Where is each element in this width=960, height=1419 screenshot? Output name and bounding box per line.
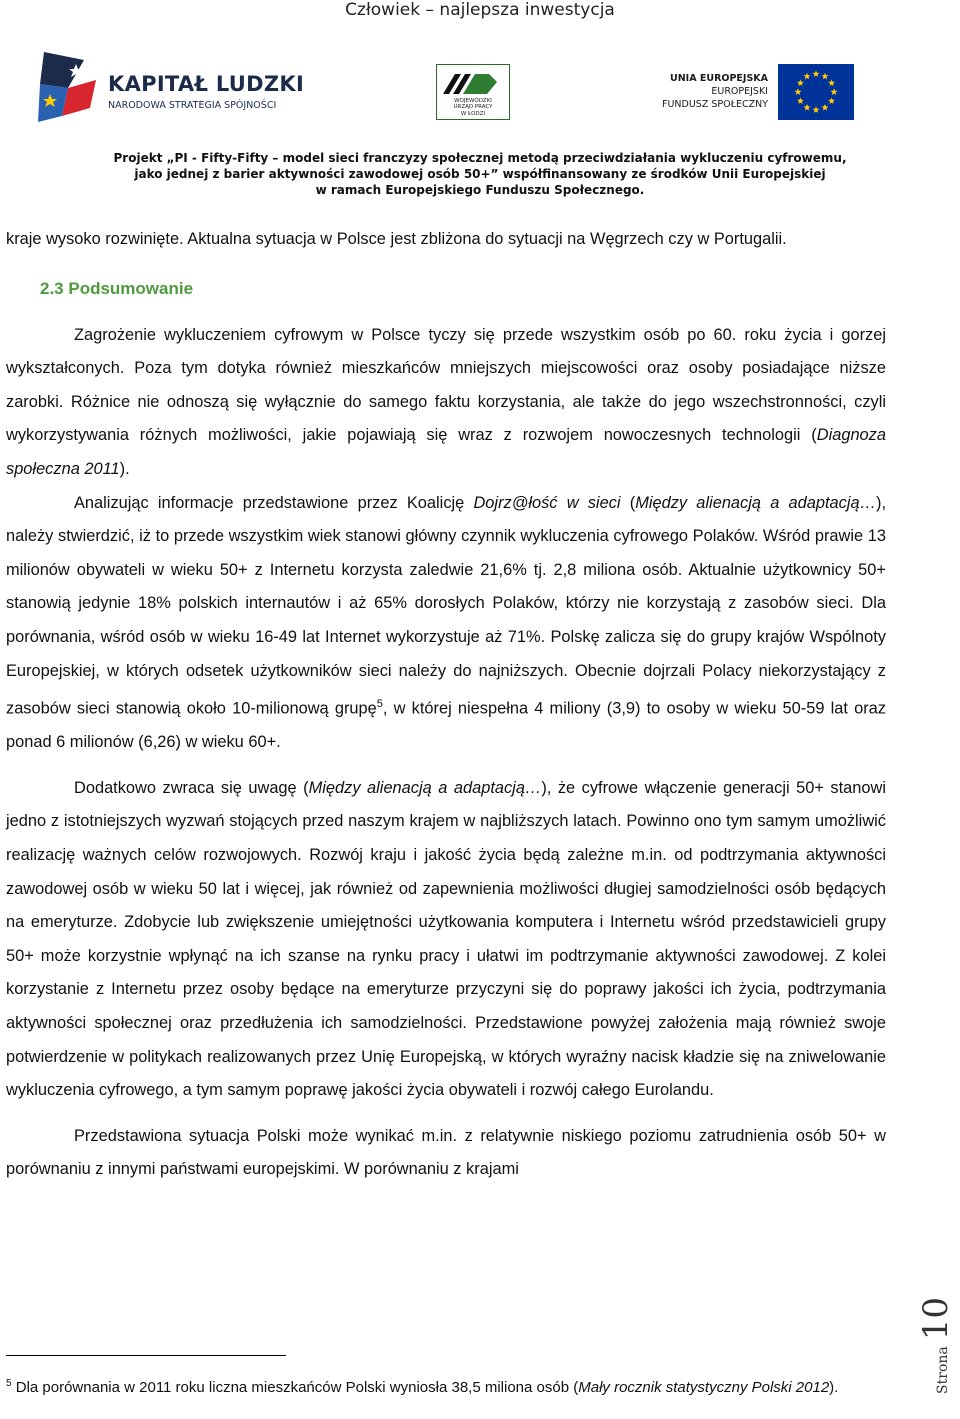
wup-line-2: URZĄD PRACY [453, 104, 493, 110]
p1-citation: Diagnoza społeczna 2011 [6, 426, 886, 478]
kapital-ludzki-subtitle: NARODOWA STRATEGIA SPÓJNOŚCI [108, 100, 277, 111]
eu-logo [660, 64, 856, 120]
p3-text-c: ), że cyfrowe włączenie generacji 50+ stanowi jedno z istotniejszych wyzwań stojących przed naszym krajem w najbliższych latach. Powinno ono tym samym umożliwić realizację ważnych celów rozwojowych. Rozwój kraju i jakość życia będą zależne m.in. od podtrzymania aktywności zawodowej osób w wieku 50 lat i więcej, jak również od zapewnienia możliwości długiej samodzielności osób będących na emeryturze. Zdobycie lub zwiększenie umiejętności użytkowania komputera i Internetu wśród przedstawicieli grupy 50+ może korzystnie wpłynąć na ich szanse na rynku pracy i ułatwi im podtrzymanie aktywności zawodowej. Z kolei korzystanie z Internetu przez osoby będące na emeryturze przyczyni się do poprawy jakości ich życia, podtrzymania aktywności społecznej oraz przedłużenia ich samodzielności. Przedstawione powyżej założenia mają również swoje potwierdzenie w politykach realizowanych przez Unię Europejską, w których wyraźny nacisk kładzie się na zniwelowanie wykluczenia cyfrowego, a tym samym poprawę jakości życia obywateli i rozwój całego Eurolandu. [6, 778, 886, 1100]
main-content [6, 223, 886, 1187]
eu-star-icon [822, 73, 829, 80]
p2-text-a: Analizując informacje przedstawione przez Koalicję [74, 493, 474, 512]
page-number: 10 [916, 1297, 956, 1341]
wup-arrows-icon [437, 68, 509, 98]
footnote-divider [6, 1355, 286, 1356]
eu-star-icon [797, 79, 804, 86]
eu-star-icon [804, 104, 811, 111]
p2-text-f: , w której niespełna 4 miliony (3,9) to osoby w wieku 50-59 lat oraz ponad 6 milionów (6,26) w wieku 60+. [6, 699, 886, 752]
wup-line-1: WOJEWÓDZKI [454, 97, 492, 104]
footnote-text-c: ). [829, 1379, 839, 1396]
eu-star-icon [804, 73, 811, 80]
p1-end: ). [119, 459, 130, 478]
eu-star-icon [822, 104, 829, 111]
wup-lodz-logo [436, 64, 510, 120]
eu-star-icon [828, 79, 835, 86]
p2-text-c: ( [620, 493, 636, 512]
paragraph-4: Przedstawiona sytuacja Polski może wynikać m.in. z relatywnie niskiego poziomu zatrudnienia osób 50+ w porównaniu z innymi państwami europejskimi. W porównaniu z krajami [6, 1126, 886, 1179]
footnote-number: 5 [6, 1378, 12, 1389]
p1-text: Zagrożenie wykluczeniem cyfrowym w Polsce tyczy się przede wszystkim osób po 60. roku życia i gorzej wykształconych. Poza tym dotyka również mieszkańców mniejszych miejscowości oraz osoby posiadające niższe zarobki. Różnice nie odnoszą się wyłącznie do samego faktu korzystania, ale także do jego wszechstronności, czyli wykorzystywania różnych możliwości, jakie pojawiają się wraz z rozwojem nowoczesnych technologii ( [6, 325, 886, 445]
eu-star-icon [797, 97, 804, 104]
footnote-text-a: Dla porównania w 2011 roku liczna mieszkańców Polski wyniosła 38,5 miliona osób ( [11, 1379, 579, 1396]
eu-line-1: UNIA EUROPEJSKA [670, 73, 768, 84]
eu-star-icon [828, 97, 835, 104]
header-slogan: Człowiek – najlepsza inwestycja [345, 0, 615, 20]
eu-star-icon [813, 106, 820, 113]
project-description [60, 150, 900, 198]
kapital-ludzki-title: KAPITAŁ LUDZKI [108, 72, 305, 96]
paragraph-2 [6, 487, 886, 760]
kapital-ludzki-emblem-icon [38, 50, 100, 128]
section-heading: 2.3 Podsumowanie [40, 278, 194, 298]
footnote-source: Mały rocznik statystyczny Polski 2012 [578, 1379, 830, 1396]
kapital-ludzki-logo [38, 50, 305, 130]
wup-line-3: W ŁODZI [460, 110, 486, 117]
footnote [6, 1373, 886, 1399]
project-line-1: Projekt „PI - Fifty-Fifty – model sieci franczyzy społecznej metodą przeciwdziałania wykluczeniu cyfrowemu, [113, 151, 847, 165]
eu-star-icon [831, 88, 838, 95]
footnote-ref[interactable]: 5 [376, 698, 383, 711]
page-label: Strona [935, 1346, 951, 1394]
p2-text-e: ), należy stwierdzić, iż to przede wszystkim wiek stanowi główny czynnik wykluczenia cyfrowego Polaków. Wśród prawie 13 milionów obywateli w wieku 50+ z Internetu korzysta zaledwie 21,6% tj. 2,8 miliona osób. Aktualnie użytkownicy 50+ stanowią jedynie 18% polskich internautów i aż 65% dorosłych Polaków, którzy nie korzystają z zasobów sieci. Dla porównania, wśród osób w wieku 16-49 lat Internet wykorzystuje aż 71%. Polskę zalicza się do grupy krajów Wspólnoty Europejskiej, w których odsetek użytkowników sieci należy do najniższych. Obecnie dojrzali Polacy niekorzystający z zasobów sieci stanowią około 10-milionową grupę [6, 493, 886, 718]
p2-coalition-name: Dojrz@łość w sieci [473, 493, 621, 512]
eu-star-icon [813, 70, 820, 77]
page-number-box [910, 1297, 960, 1419]
project-line-2: jako jednej z barier aktywności zawodowej osób 50+” współfinansowany ze środków Unii Europejskiej [134, 167, 826, 181]
paragraph-3 [6, 772, 886, 1108]
eu-star-icon [795, 88, 802, 95]
intro-paragraph: kraje wysoko rozwinięte. Aktualna sytuacja w Polsce jest zbliżona do sytuacji na Węgrzech czy w Portugalii. [6, 230, 787, 248]
project-line-3: w ramach Europejskiego Funduszu Społecznego. [315, 183, 645, 197]
eu-line-3: FUNDUSZ SPOŁECZNY [662, 99, 768, 110]
p2-report-title: Między alienacją a adaptacją… [635, 493, 876, 512]
p3-text-a: Dodatkowo zwraca się uwagę ( [74, 778, 309, 797]
paragraph-1 [6, 319, 886, 487]
p3-report-title: Między alienacją a adaptacją… [308, 778, 542, 797]
eu-line-2: EUROPEJSKI [711, 86, 768, 97]
eu-flag-icon [778, 64, 854, 120]
